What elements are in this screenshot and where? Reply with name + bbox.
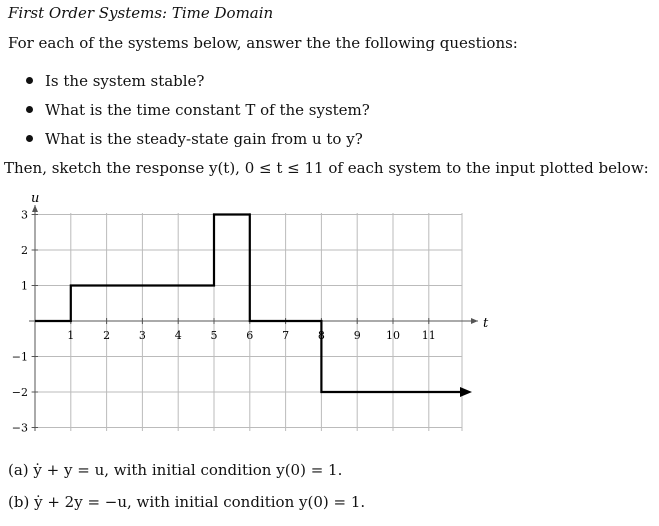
x-axis-label: t (483, 316, 489, 331)
x-tick-label: 6 (246, 329, 254, 342)
x-tick-label: 8 (317, 329, 325, 342)
y-tick-label: −1 (11, 350, 28, 364)
input-signal-line (35, 215, 462, 393)
y-tick-label: −3 (11, 421, 28, 435)
x-tick-label: 1 (67, 329, 75, 342)
x-tick-label: 3 (138, 329, 146, 342)
y-axis-arrow-icon (32, 205, 38, 212)
y-tick-label: −2 (11, 386, 28, 399)
intro-text: For each of the systems below, answer the the following questions: (8, 34, 518, 52)
question-b: (b) ẏ + 2y = −u, with initial condition y(0) = 1. (8, 493, 366, 511)
x-tick-label: 10 (386, 329, 400, 342)
y-axis-label: u (31, 191, 40, 206)
x-axis-arrow-icon (471, 318, 478, 324)
signal-arrow-icon (460, 387, 472, 397)
bullet-text: Is the system stable? (45, 71, 205, 90)
page-title: First Order Systems: Time Domain (8, 4, 274, 22)
x-tick-label: 11 (421, 329, 436, 342)
x-tick-label: 2 (103, 329, 111, 342)
x-tick-label: 5 (210, 329, 218, 342)
x-tick-label: 4 (174, 329, 182, 342)
bullet-text: What is the steady-state gain from u to y? (45, 129, 363, 148)
x-tick-label: 7 (282, 329, 290, 342)
bullet-text: What is the time constant T of the system? (45, 100, 370, 119)
y-tick-label: 3 (21, 208, 28, 222)
x-tick-label: 9 (353, 329, 361, 342)
y-tick-label: 2 (21, 244, 28, 257)
y-tick-label: 1 (21, 279, 28, 293)
instruction-text: Then, sketch the response y(t), 0 ≤ t ≤ 11 of each system to the input plotted below: (4, 159, 649, 177)
question-a: (a) ẏ + y = u, with initial condition y(0) = 1. (8, 461, 343, 479)
